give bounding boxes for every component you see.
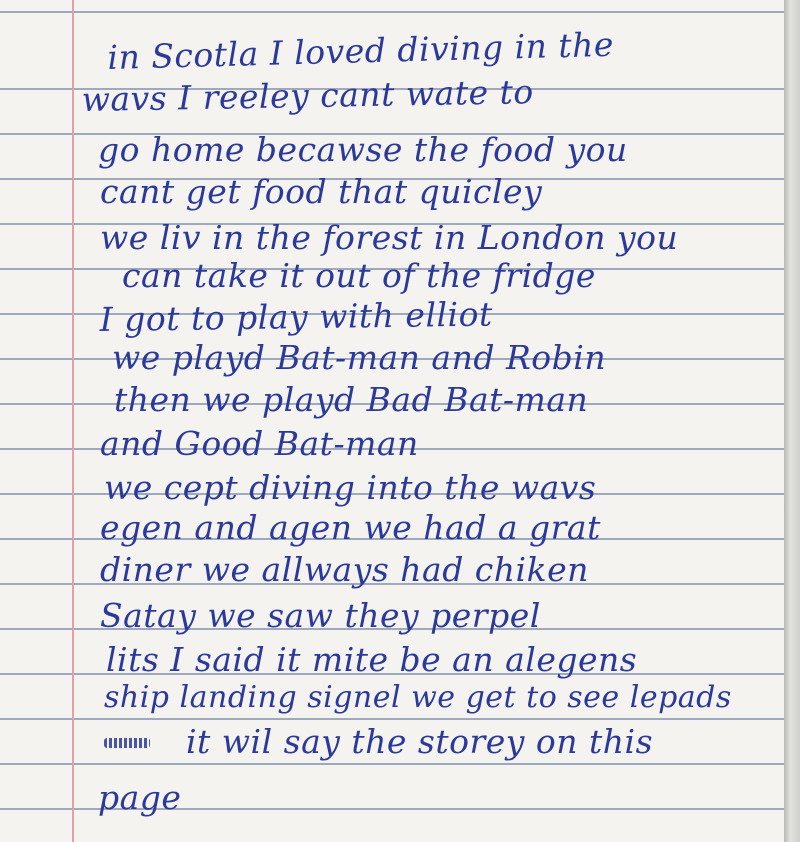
text-line-13: diner we allways had chiken [100,550,589,589]
text-line-7: I got to play with elliot [99,294,493,339]
text-line-14: Satay we saw they perpel [100,596,541,635]
text-line-2: wavs I reeley cant wate to [81,72,534,119]
page-edge [784,0,800,842]
text-line-12: egen and agen we had a grat [100,508,601,547]
text-line-18: page [98,778,182,817]
margin-line [72,0,74,842]
text-line-10: and Good Bat-man [100,424,419,463]
text-line-5: we liv in the forest in London you [100,218,679,257]
text-line-4: cant get food that quicley [100,172,543,211]
text-line-17: it wil say the storey on this [186,722,654,761]
text-line-9: then we playd Bad Bat-man [114,380,589,419]
text-line-6: can take it out of the fridge [122,256,596,295]
text-line-3: go home becawse the food you [98,130,628,169]
text-line-8: we playd Bat-man and Robin [112,338,607,377]
text-line-1: in Scotla I loved diving in the [106,24,615,77]
text-line-16: ship landing signel we get to see lepads [104,680,732,715]
text-line-11: we cept diving into the wavs [104,468,597,507]
crossed-out-scribble [104,738,150,748]
text-line-15: lits I said it mite be an alegens [106,640,638,679]
